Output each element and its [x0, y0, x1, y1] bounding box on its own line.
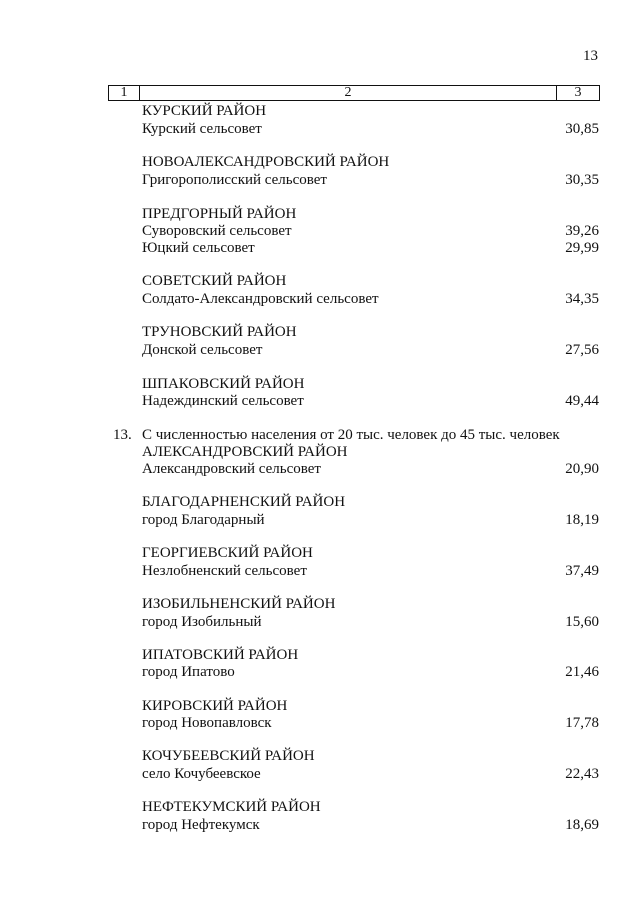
table-row: Солдато-Александровский сельсовет 34,35 — [142, 291, 599, 307]
district-heading: КОЧУБЕЕВСКИЙ РАЙОН — [142, 748, 315, 764]
district-heading: КУРСКИЙ РАЙОН — [142, 103, 267, 119]
district-heading: НОВОАЛЕКСАНДРОВСКИЙ РАЙОН — [142, 154, 390, 170]
table-row: город Нефтекумск 18,69 — [142, 817, 599, 833]
table-row: село Кочубеевское 22,43 — [142, 766, 599, 782]
district-heading: СОВЕТСКИЙ РАЙОН — [142, 273, 287, 289]
header-col-2: 2 — [140, 86, 557, 100]
table-row: Надеждинский сельсовет 49,44 — [142, 393, 599, 409]
table-row: Донской сельсовет 27,56 — [142, 342, 599, 358]
table-row: город Ипатово 21,46 — [142, 664, 599, 680]
district-heading: ИЗОБИЛЬНЕНСКИЙ РАЙОН — [142, 596, 336, 612]
table-row: Александровский сельсовет 20,90 — [142, 461, 599, 477]
table-row: город Изобильный 15,60 — [142, 614, 599, 630]
page-number: 13 — [583, 48, 598, 64]
district-heading: АЛЕКСАНДРОВСКИЙ РАЙОН — [142, 444, 348, 460]
district-heading: ИПАТОВСКИЙ РАЙОН — [142, 647, 299, 663]
district-heading: ТРУНОВСКИЙ РАЙОН — [142, 324, 297, 340]
district-heading: НЕФТЕКУМСКИЙ РАЙОН — [142, 799, 321, 815]
table-row: Суворовский сельсовет 39,26 — [142, 223, 599, 239]
district-heading: ГЕОРГИЕВСКИЙ РАЙОН — [142, 545, 313, 561]
table-row: Незлобненский сельсовет 37,49 — [142, 563, 599, 579]
table-row: Юцкий сельсовет 29,99 — [142, 240, 599, 256]
district-heading: КИРОВСКИЙ РАЙОН — [142, 698, 288, 714]
table-row: Курский сельсовет 30,85 — [142, 121, 599, 137]
table-row: город Новопавловск 17,78 — [142, 715, 599, 731]
section-heading: 13. С численностью населения от 20 тыс. человек до 45 тыс. человек — [113, 427, 560, 443]
table-row: Григорополисский сельсовет 30,35 — [142, 172, 599, 188]
district-heading: ПРЕДГОРНЫЙ РАЙОН — [142, 206, 297, 222]
header-col-3: 3 — [574, 85, 582, 100]
header-col-1: 1 — [109, 86, 140, 100]
district-heading: БЛАГОДАРНЕНСКИЙ РАЙОН — [142, 494, 346, 510]
table-row: город Благодарный 18,19 — [142, 512, 599, 528]
table-header — [108, 85, 600, 101]
district-heading: ШПАКОВСКИЙ РАЙОН — [142, 376, 305, 392]
